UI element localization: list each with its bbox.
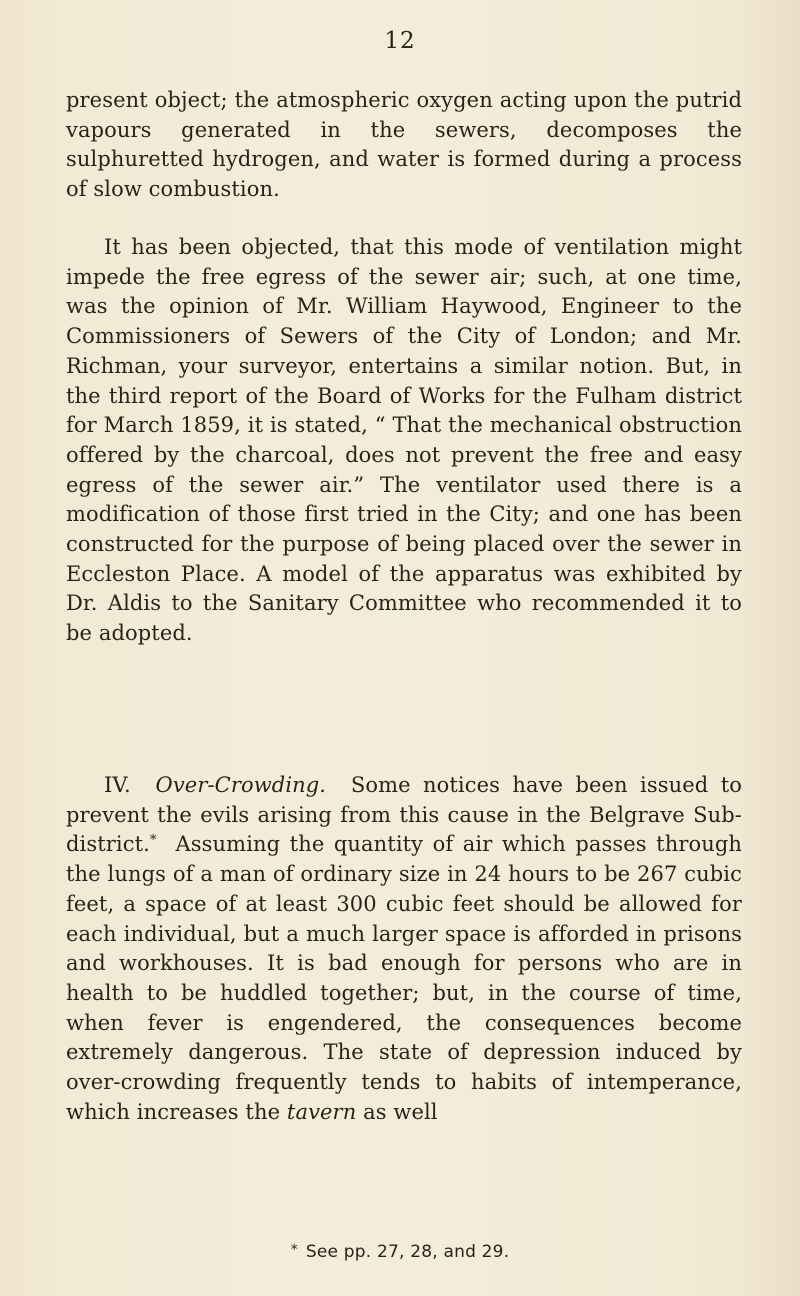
paragraph-text: Some notices have been issued to prevent the evils arising from this cause in the Belgrave Sub-district. [66,773,742,857]
paragraph-over-crowding [66,771,742,1127]
paragraph-continuation [66,86,742,205]
paragraph-ventilation-objection [66,233,742,649]
footnote [0,1242,800,1262]
footnote-reference: * [149,833,157,849]
section-number: IV. [104,773,131,797]
paragraph-text: as well [363,1099,438,1124]
footnote-marker: * [290,1242,298,1258]
paragraph-text: present object; the atmospheric oxygen acting upon the putrid vapours generated in the sewers, decomposes the sulphuretted hydrogen, and water is formed during a process of slow combustion. [66,88,742,202]
footnote-text: See pp. 27, 28, and 29. [305,1242,510,1262]
paragraph-text: Assuming the quantity of air which passes through the lungs of a man of ordinary size in 24 hours to be 267 cubic feet, a space of at least 300 cubic feet should be allowed for each individual, but a much larger space is afforded in prisons and workhouses. It is bad enough for persons who are in health to be huddled together; but, in the course of time, when fever is engendered, the consequences become extremely dangerous. The state of depression induced by over-crowding frequently tends to habits of intemperance, which increases the [66,832,742,1124]
page-number: 12 [384,28,416,54]
paragraph-text: It has been objected, that this mode of ventilation might impede the free egress of the sewer air; such, at one time, was the opinion of Mr. William Haywood, Engineer to the Commissioners of Sewers of the City of London; and Mr. Richman, your surveyor, entertains a similar notion. But, in the third report of the Board of Works for the Fulham district for March 1859, it is stated, “ That the mechanical obstruction offered by the charcoal, does not prevent the free and easy egress of the sewer air.” The ventilator used there is a modification of those first tried in the City; and one has been constructed for the purpose of being placed over the sewer in Eccleston Place. A model of the apparatus was exhibited by Dr. Aldis to the Sanitary Committee who recommended it to be adopted. [66,235,742,646]
section-heading: Over-Crowding. [155,773,327,797]
paragraph-body [66,771,742,1127]
emphasized-word: tavern [286,1099,357,1124]
